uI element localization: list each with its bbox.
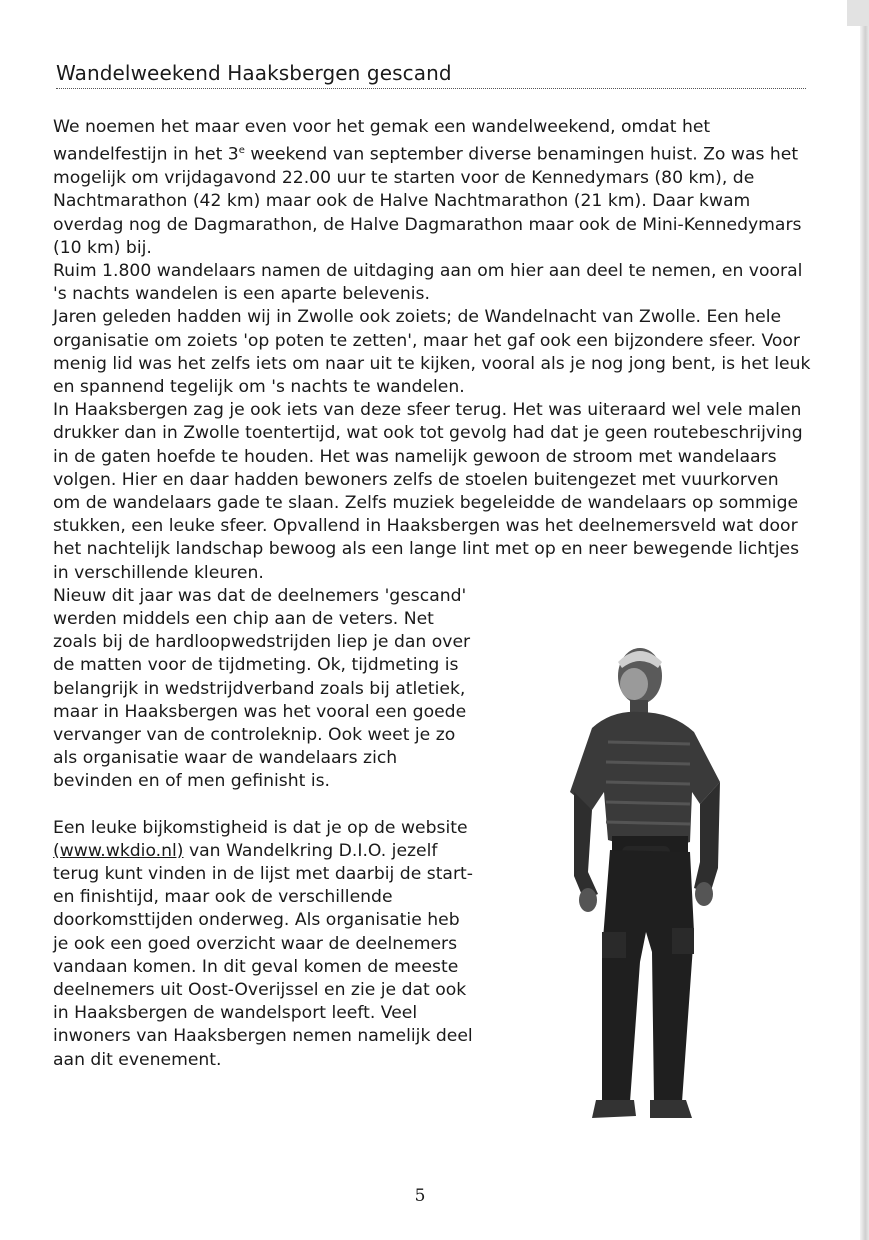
article-title: Wandelweekend Haaksbergen gescand [56, 58, 806, 89]
ordinal-superscript: e [238, 145, 245, 157]
page-edge-shadow [860, 0, 869, 1240]
paragraph-3: Jaren geleden hadden wij in Zwolle ook zoiets; de Wandelnacht van Zwolle. Een hele organisatie om zoiets 'op poten te zetten', maar het gaf ook een bijzondere sfeer. Voor menig lid was het zelfs iets om naar uit te kijken, vooral als je nog jong bent, is het leuk en spannend tegelijk om 's nachts te wandelen. [53, 307, 811, 397]
page-number: 5 [414, 1186, 426, 1206]
paragraph-6 [53, 817, 473, 1072]
walking-man-photo [522, 632, 732, 1132]
page-corner [847, 0, 869, 26]
paragraph-2: Ruim 1.800 wandelaars namen de uitdaging aan om hier aan deel te nemen, en vooral 's nachts wandelen is een aparte belevenis. [53, 260, 803, 305]
paragraph-6-part-b: van Wandelkring D.I.O. jezelf terug kunt vinden in de lijst met daarbij de start- en finishtijd, maar ook de verschillende doorkomsttijden onderweg. Als organisatie heb je ook een goed overzicht waar de deelnemers vandaan komen. In dit geval komen de meeste deelnemers uit Oost-Overijssel en zie je dat ook in Haaksbergen de wandelsport leeft. Veel inwoners van Haaksbergen nemen namelijk deel aan dit evenement. [53, 840, 473, 1070]
website-link[interactable]: (www.wkdio.nl) [53, 840, 184, 861]
paragraph-1-part-a: We noemen het maar even voor het gemak een wandelweekend, omdat het wandelfestijn in het 3 [53, 117, 711, 165]
paragraph-4: In Haaksbergen zag je ook iets van deze sfeer terug. Het was uiteraard wel vele malen drukker dan in Zwolle toentertijd, wat ook tot gevolg had dat je geen routebeschrijving in de gaten hoefde te houden. Het was namelijk gewoon de stroom met wandelaars volgen. Hier en daar hadden bewoners zelfs de stoelen buitengezet met vuurkorven om de wandelaars gade te slaan. Zelfs muziek begeleidde de wandelaars op sommige stukken, een leuke sfeer. Opvallend in Haaksbergen was het deelnemersveld wat door het nachtelijk landschap bewoog als een lange lint met op en neer bewegende lichtjes in verschillende kleuren. [53, 400, 803, 583]
paragraph-6-part-a: Een leuke bijkomstigheid is dat je op de website [53, 817, 468, 838]
paragraph-1-part-b: weekend van september diverse benamingen huist. Zo was het mogelijk om vrijdagavond 22.00 uur te starten voor de Kennedymars (80 km), de Nachtmarathon (42 km) maar ook de Halve Nachtmarathon (21 km). Daar kwam overdag nog de Dagmarathon, de Halve Dagmarathon maar ook de Mini-Kennedymars (10 km) bij. [53, 144, 802, 258]
paragraph-1 [53, 116, 811, 260]
paragraph-5: Nieuw dit jaar was dat de deelnemers 'gescand' werden middels een chip aan de veters. Net zoals bij de hardloopwedstrijden liep je dan over de matten voor de tijdmeting. Ok, tijdmeting is belangrijk in wedstrijdverband zoals bij atletiek, maar in Haaksbergen was het vooral een goede vervanger van de controleknip. Ook weet je zo als organisatie waar de wandelaars zich bevinden en of men gefinisht is. [53, 585, 471, 792]
